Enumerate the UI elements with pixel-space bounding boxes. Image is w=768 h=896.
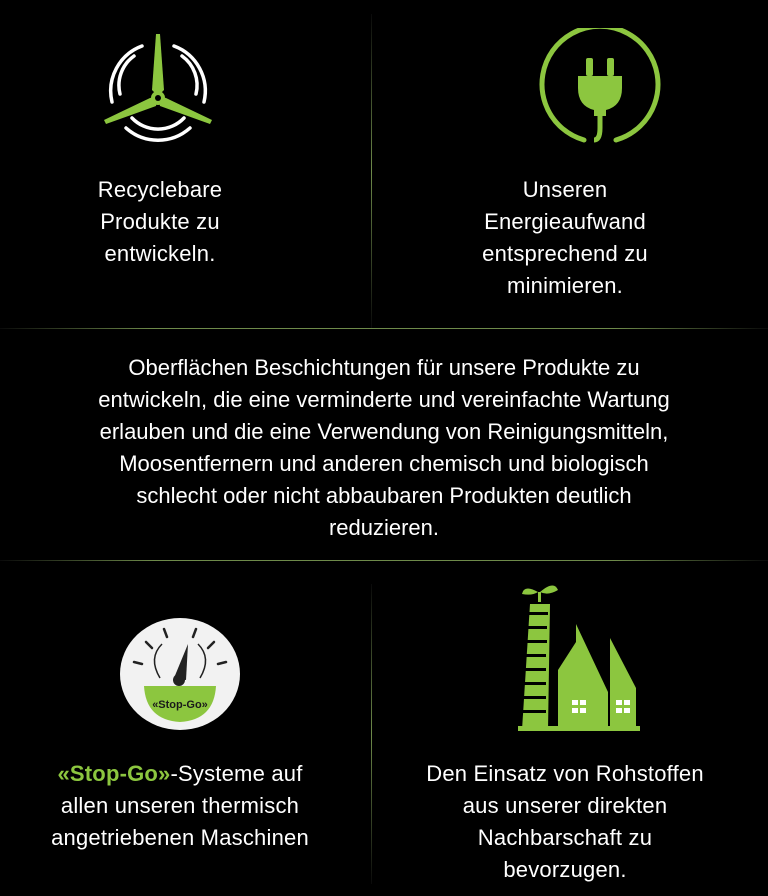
divider-vertical-bottom: [371, 584, 372, 884]
text-surface-coatings: Oberflächen Beschichtungen für unsere Produkte zu entwickeln, die eine verminderte und vereinfachte Wartung erlauben und die eine Verwendung von Reinigungsmitteln, Moosentfernern und anderen chemisch und biologisch schlecht oder nicht abbaubaren Produkten deutlich reduzieren.: [98, 355, 670, 540]
text-recyclable-products: Recyclebare Produkte zu entwickeln.: [97, 177, 223, 266]
divider-horizontal-top: [0, 328, 768, 329]
factory-icon: [514, 580, 646, 732]
divider-vertical-top: [371, 14, 372, 328]
wind-turbine-icon: [98, 32, 218, 144]
gauge-label: «Stop-Go»: [152, 699, 208, 711]
gauge-icon: [118, 616, 244, 732]
stop-go-text: -Systeme auf allen unseren thermisch angetriebenen Maschinen: [51, 761, 309, 850]
stop-go-highlight: «Stop-Go»: [57, 761, 171, 786]
power-plug-icon: [536, 28, 664, 146]
text-energy-consumption: Unseren Energieaufwand entsprechend zu minimieren.: [482, 177, 648, 298]
divider-horizontal-bottom: [0, 560, 768, 561]
text-stop-go-systems: [10, 758, 350, 854]
text-local-raw-materials: Den Einsatz von Rohstoffen aus unserer direkten Nachbarschaft zu bevorzugen.: [426, 761, 704, 882]
